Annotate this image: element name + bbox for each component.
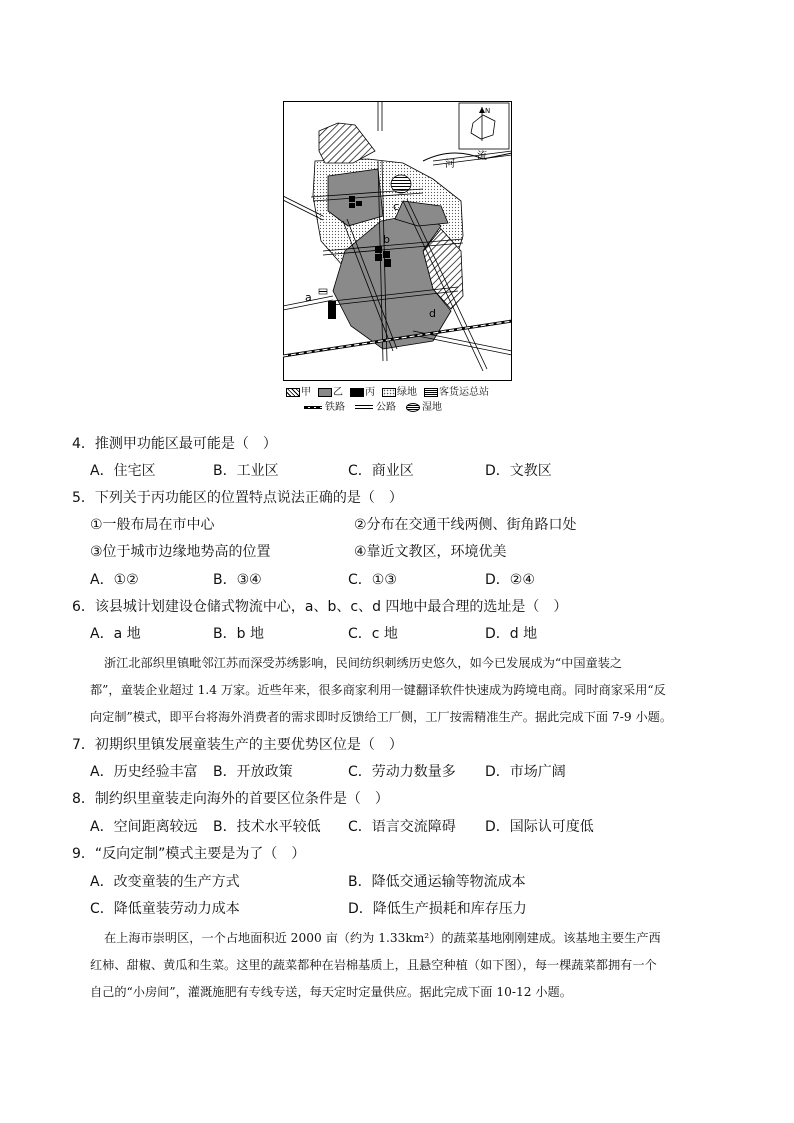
question-6-option-d[interactable]: D．d 地: [485, 626, 538, 642]
question-4-option-d[interactable]: D．文教区: [485, 463, 552, 479]
passage-2-line-3: 自己的“小房间”，灌溉施肥有专线专送，每天定时定量供应。据此完成下面 10-12 小题。: [90, 985, 572, 999]
question-5-option-c[interactable]: C．①③: [348, 572, 397, 588]
question-8-stem: 8．制约织里童装走向海外的首要区位条件是（ ）: [72, 791, 389, 807]
question-9-option-c[interactable]: C．降低童装劳动力成本: [90, 901, 240, 917]
question-7-option-d[interactable]: D．市场广阔: [485, 764, 566, 780]
legend-jia: 甲: [286, 385, 311, 400]
question-5-statement-4: ④靠近文教区，环境优美: [354, 544, 507, 560]
question-4-option-a[interactable]: A．住宅区: [90, 463, 156, 479]
question-4-option-c[interactable]: C．商业区: [348, 463, 414, 479]
site-c-label: c: [393, 200, 400, 213]
question-5-option-d[interactable]: D．②④: [485, 572, 535, 588]
question-7-option-c[interactable]: C．劳动力数量多: [348, 764, 456, 780]
question-4-option-b[interactable]: B．工业区: [213, 463, 279, 479]
passage-1-line-3: 向定制”模式，即平台将海外消费者的需求即时反馈给工厂侧，工厂按需精准生产。据此完成下面 7-9 小题。: [90, 710, 673, 724]
passenger-freight-station: [319, 289, 327, 294]
question-5-stem: 5．下列关于丙功能区的位置特点说法正确的是（ ）: [72, 490, 403, 506]
question-6-stem: 6．该县城计划建设仓储式物流中心，a、b、c、d 四地中最合理的选址是（ ）: [72, 599, 568, 615]
question-9-option-d[interactable]: D．降低生产损耗和库存压力: [348, 901, 527, 917]
question-8-option-b[interactable]: B．技术水平较低: [213, 819, 321, 835]
question-5-option-b[interactable]: B．③④: [213, 572, 262, 588]
question-9-option-a[interactable]: A．改变童装的生产方式: [90, 874, 240, 890]
question-6-option-b[interactable]: B．b 地: [213, 626, 264, 642]
site-a-label: a: [305, 291, 312, 304]
question-6-option-a[interactable]: A．a 地: [90, 626, 141, 642]
legend-yi: 乙: [318, 385, 343, 400]
legend-wetland: 湿地: [406, 400, 442, 415]
passage-2-line-1: 在上海市崇明区，一个占地面积近 2000 亩（约为 1.33km²）的蔬菜基地刚刚建成。该基地主要生产西: [104, 931, 661, 945]
legend-highway: 公路: [355, 400, 396, 415]
question-9-option-b[interactable]: B．降低交通运输等物流成本: [348, 874, 526, 890]
inset-locator-map: [459, 103, 509, 149]
city-functional-zone-map: [283, 101, 512, 381]
question-9-stem: 9．“反向定制”模式主要是为了（ ）: [72, 846, 306, 862]
question-7-option-b[interactable]: B．开放政策: [213, 764, 293, 780]
question-5-statement-1: ①一般布局在市中心: [90, 517, 215, 533]
legend-railway: 铁路: [304, 400, 345, 415]
legend-green: 绿地: [382, 385, 417, 400]
question-7-option-a[interactable]: A．历史经验丰富: [90, 764, 198, 780]
site-b-label: b: [383, 233, 390, 246]
question-7-stem: 7．初期织里镇发展童装生产的主要优势区位是（ ）: [72, 737, 403, 753]
question-8-option-d[interactable]: D．国际认可度低: [485, 819, 594, 835]
legend-bing: 丙: [350, 385, 375, 400]
question-5-statement-3: ③位于城市边缘地势高的位置: [90, 544, 271, 560]
map-legend: [286, 385, 516, 415]
passage-1-line-1: 浙江北部织里镇毗邻江苏而深受苏绣影响，民间纺织刺绣历史悠久，如今已发展成为“中国童装之: [104, 656, 623, 670]
question-4-stem: 4．推测甲功能区最可能是（ ）: [72, 436, 277, 452]
question-5-option-a[interactable]: A．①②: [90, 572, 139, 588]
passage-1-line-2: 都”，童装企业超过 1.4 万家。近些年来，很多商家利用一键翻译软件快速成为跨境电商。同时商家采用“反: [90, 683, 666, 697]
river-label-1: 河: [445, 159, 455, 170]
site-d-label: d: [429, 307, 436, 320]
legend-station: 客货运总站: [424, 385, 489, 400]
question-5-statement-2: ②分布在交通干线两侧、街角路口处: [354, 517, 577, 533]
river-label-2: 流: [477, 151, 487, 162]
north-label: N: [485, 107, 491, 115]
question-6-option-c[interactable]: C．c 地: [348, 626, 398, 642]
question-8-option-a[interactable]: A．空间距离较远: [90, 819, 198, 835]
question-8-option-c[interactable]: C．语言交流障碍: [348, 819, 456, 835]
passage-2-line-2: 红柿、甜椒、黄瓜和生菜。这里的蔬菜都种在岩棉基质上，且悬空种植（如下图），每一棵蔬菜都拥有一个: [90, 958, 657, 972]
